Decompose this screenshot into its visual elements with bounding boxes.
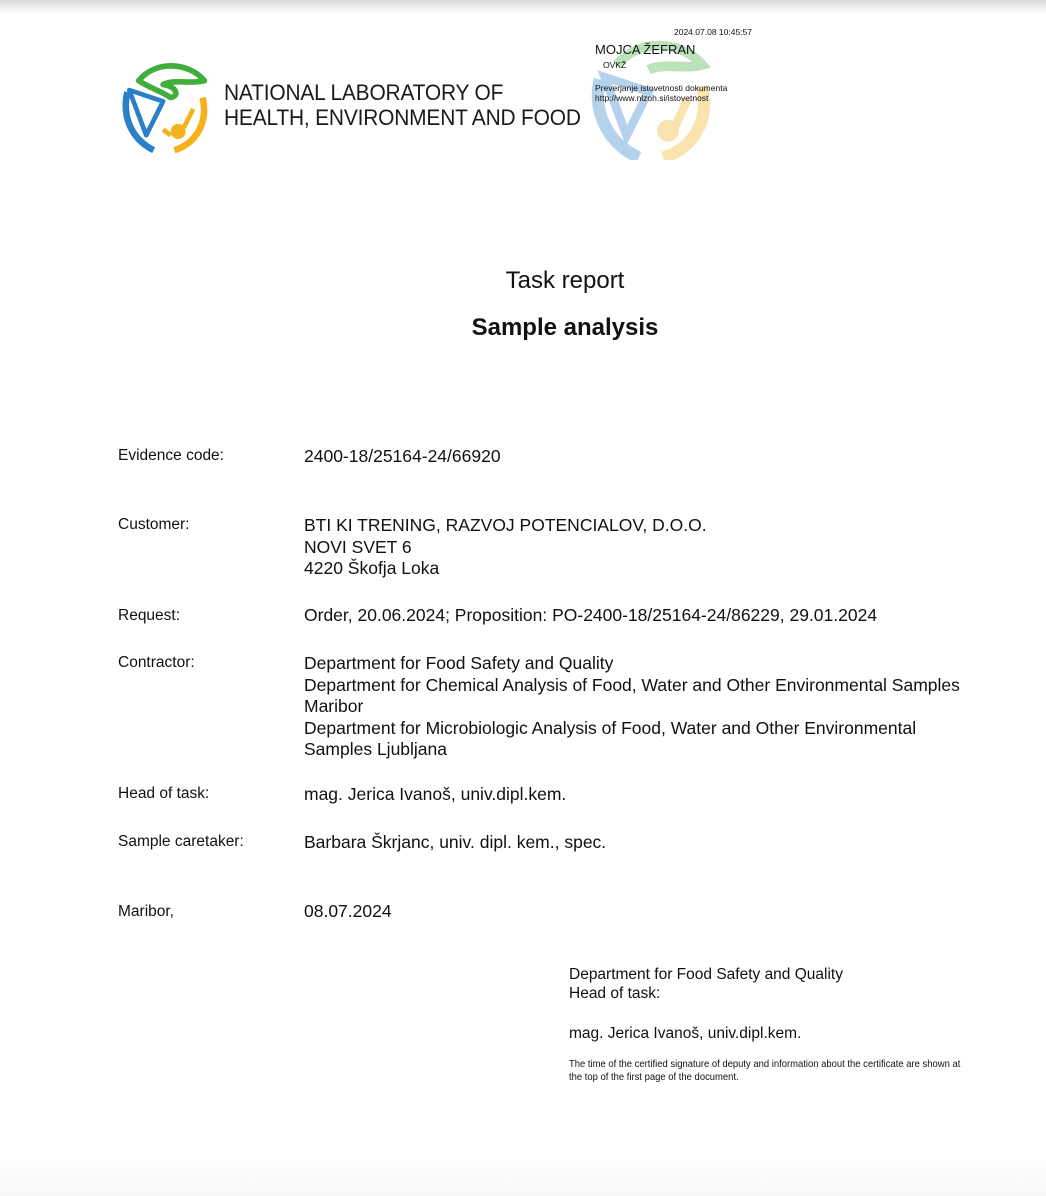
request-label: Request: — [118, 607, 181, 624]
signer-unit: OVKŽ — [603, 60, 627, 70]
contractor-line: Department for Chemical Analysis of Food, Water and Other Environmental Samples — [304, 674, 960, 695]
report-title: Task report — [505, 267, 625, 294]
sample-caretaker-label: Sample caretaker: — [118, 833, 244, 850]
verification-text: Preverjanje istovetnosti dokumenta — [595, 83, 728, 93]
signature-timestamp: 2024.07.08 10:45:57 — [674, 27, 752, 37]
contractor-line: Samples Ljubljana — [304, 739, 448, 759]
page-bottom-edge — [0, 1156, 1046, 1196]
signature-note-line: The time of the certified signature of deputy and information about the certificate are shown at — [569, 1058, 961, 1070]
report-date: 08.07.2024 — [304, 901, 392, 921]
contractor-line: Maribor — [304, 696, 364, 716]
organization-name-line1: NATIONAL LABORATORY OF — [224, 80, 504, 105]
organization-name-line2: HEALTH, ENVIRONMENT AND FOOD — [224, 105, 581, 130]
signature-note-line: the top of the first page of the document. — [569, 1071, 739, 1083]
customer-label: Customer: — [118, 516, 190, 533]
customer-line: NOVI SVET 6 — [304, 536, 412, 557]
evidence-code-label: Evidence code: — [118, 447, 224, 464]
evidence-code-value: 2400-18/25164-24/66920 — [304, 446, 501, 466]
customer-line: 4220 Škofja Loka — [304, 558, 440, 578]
contractor-line: Department for Microbiologic Analysis of Food, Water and Other Environmental — [304, 717, 917, 738]
sample-caretaker-value: Barbara Škrjanc, univ. dipl. kem., spec. — [304, 832, 607, 852]
request-value: Order, 20.06.2024; Proposition: PO-2400-18/25164-24/86229, 29.01.2024 — [304, 605, 878, 625]
nlzoh-logo-icon — [118, 60, 212, 154]
verification-link[interactable]: http://www.nlzoh.si/istovetnost — [595, 93, 709, 103]
contractor-value — [304, 653, 960, 761]
signature-role: Head of task: — [569, 985, 661, 1002]
head-of-task-value: mag. Jerica Ivanoš, univ.dipl.kem. — [304, 784, 567, 804]
signature-note — [569, 1058, 1001, 1084]
signature-name: mag. Jerica Ivanoš, univ.dipl.kem. — [569, 1025, 802, 1042]
report-subtitle: Sample analysis — [471, 314, 659, 341]
customer-line: BTI KI TRENING, RAZVOJ POTENCIALOV, D.O.O. — [304, 515, 707, 535]
verification-info — [595, 83, 727, 103]
signature-department: Department for Food Safety and Quality — [569, 966, 843, 983]
contractor-line: Department for Food Safety and Quality — [304, 653, 614, 673]
signer-name: MOJCA ŽEFRAN — [595, 42, 696, 57]
customer-value — [304, 515, 707, 580]
place-label: Maribor, — [118, 903, 174, 920]
organization-name — [224, 80, 581, 130]
page-top-shadow — [0, 0, 1046, 14]
contractor-label: Contractor: — [118, 654, 195, 671]
head-of-task-label: Head of task: — [118, 785, 210, 802]
